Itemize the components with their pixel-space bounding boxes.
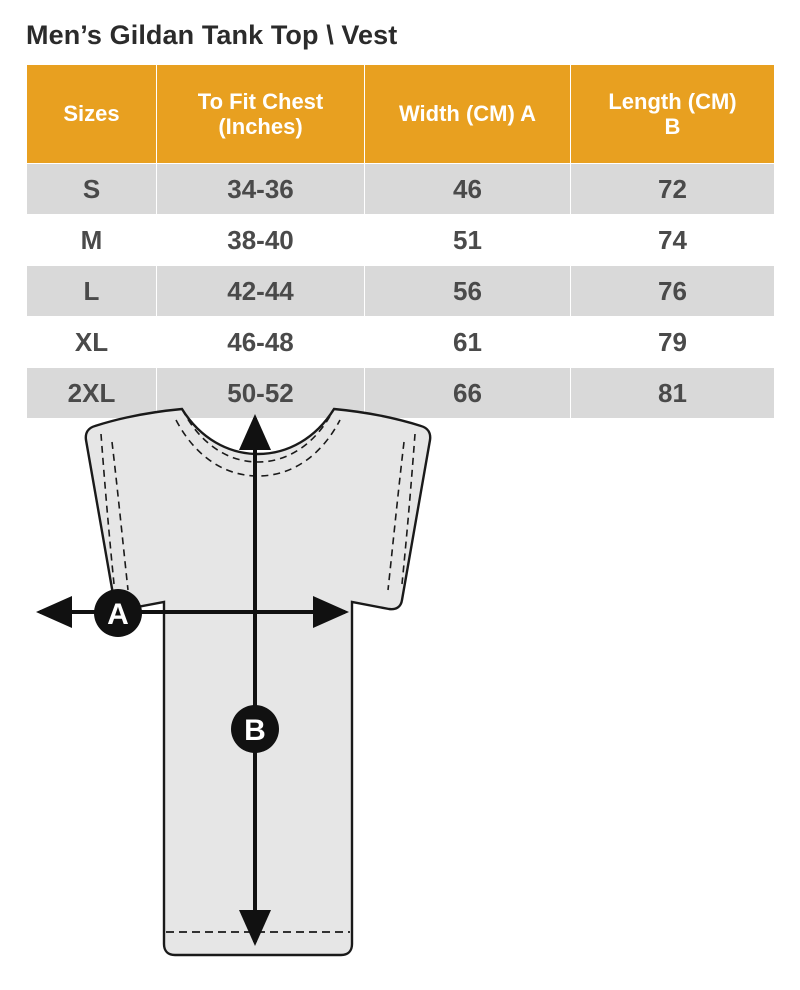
column-header-to-fit-chest	[157, 65, 365, 164]
cell-size: XL	[27, 317, 157, 368]
tank-top-outline	[86, 409, 430, 955]
header-line: B	[664, 114, 681, 139]
cell-width: 51	[365, 215, 571, 266]
table-row	[27, 266, 775, 317]
page-title: Men’s Gildan Tank Top \ Vest	[26, 20, 398, 50]
cell-size: M	[27, 215, 157, 266]
cell-chest: 34-36	[157, 164, 365, 215]
cell-length: 76	[571, 266, 775, 317]
badge-a-label: A	[107, 598, 129, 631]
cell-length: 72	[571, 164, 775, 215]
cell-length: 81	[571, 368, 775, 419]
size-chart-table	[26, 64, 775, 419]
cell-width: 56	[365, 266, 571, 317]
table-row	[27, 164, 775, 215]
header-line: To Fit Chest	[197, 88, 324, 114]
header-line: Sizes	[63, 101, 120, 127]
cell-length: 79	[571, 317, 775, 368]
header-line: Length (CM)	[608, 88, 737, 114]
table-header-row	[27, 65, 775, 164]
column-header-width-cm-a	[365, 65, 571, 164]
badge-b-label: B	[244, 714, 266, 747]
cell-width: 66	[365, 368, 571, 419]
garment-diagram	[0, 404, 800, 985]
cell-size: L	[27, 266, 157, 317]
table-row	[27, 215, 775, 266]
column-header-sizes	[27, 65, 157, 164]
header-line: (Inches)	[218, 114, 303, 139]
cell-length: 74	[571, 215, 775, 266]
cell-chest: 46-48	[157, 317, 365, 368]
column-header-length-cm-b	[571, 65, 775, 164]
table-row	[27, 317, 775, 368]
cell-width: 61	[365, 317, 571, 368]
cell-width: 46	[365, 164, 571, 215]
cell-size: S	[27, 164, 157, 215]
cell-chest: 38-40	[157, 215, 365, 266]
cell-size: 2XL	[27, 368, 157, 419]
cell-chest: 42-44	[157, 266, 365, 317]
header-line: Width (CM) A	[398, 101, 537, 127]
cell-chest: 50-52	[157, 368, 365, 419]
